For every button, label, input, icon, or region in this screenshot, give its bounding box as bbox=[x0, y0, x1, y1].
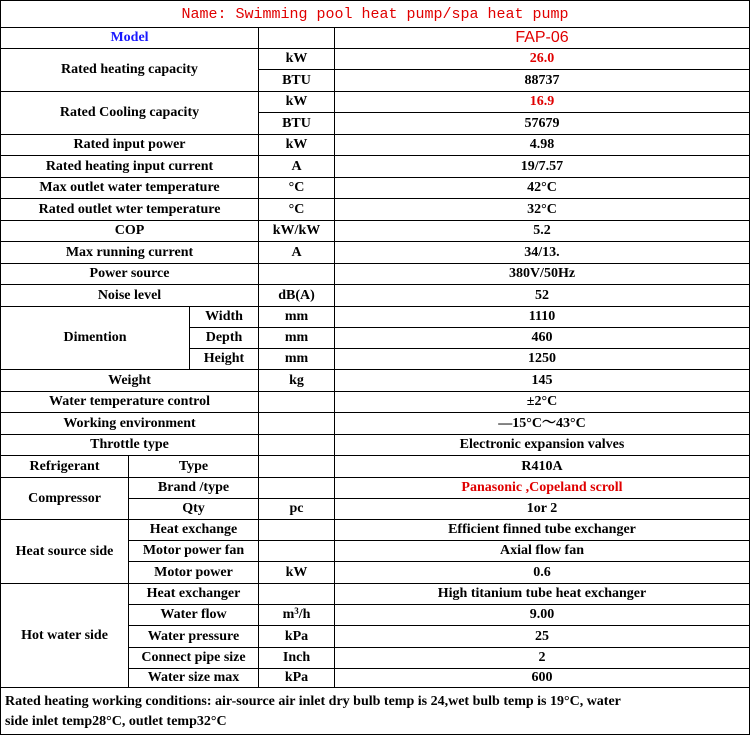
heat-exchange-label: Heat exchange bbox=[129, 520, 259, 541]
dimension-depth-label: Depth bbox=[190, 328, 259, 349]
water-size-max-label: Water size max bbox=[129, 669, 259, 688]
heat-exchanger-unit bbox=[259, 584, 335, 605]
power-source-unit bbox=[259, 264, 335, 285]
power-source-value: 380V/50Hz bbox=[335, 264, 749, 285]
motor-power-fan-label: Motor power fan bbox=[129, 541, 259, 562]
rated-outlet-water-temperature-unit: °C bbox=[259, 199, 335, 221]
weight-value: 145 bbox=[335, 370, 749, 392]
refrigerant-value: R410A bbox=[335, 456, 749, 478]
connect-pipe-size-label: Connect pipe size bbox=[129, 648, 259, 669]
water-temperature-control-unit bbox=[259, 392, 335, 413]
refrigerant-type-label: Type bbox=[129, 456, 259, 478]
rated-cooling-capacity-kw-value: 16.9 bbox=[335, 92, 749, 113]
max-running-current-value: 34/13. bbox=[335, 242, 749, 264]
heat-exchanger-label: Heat exchanger bbox=[129, 584, 259, 605]
hot-water-side-label: Hot water side bbox=[1, 584, 129, 688]
dimension-depth-value: 460 bbox=[335, 328, 749, 349]
dimension-height-unit: mm bbox=[259, 349, 335, 370]
water-flow-unit-exponent: 3 bbox=[294, 605, 299, 616]
working-environment-value: —15°C～43°C bbox=[335, 413, 749, 435]
noise-level-unit: dB(A) bbox=[259, 285, 335, 307]
model-unit-cell bbox=[259, 28, 335, 49]
model-value: FAP-06 bbox=[335, 28, 749, 49]
water-temperature-control-value: ±2°C bbox=[335, 392, 749, 413]
rated-conditions-note bbox=[1, 687, 749, 734]
working-environment-label: Working environment bbox=[1, 413, 259, 435]
compressor-brand-label: Brand /type bbox=[129, 478, 259, 499]
refrigerant-unit bbox=[259, 456, 335, 478]
water-pressure-value: 25 bbox=[335, 626, 749, 648]
dimension-label: Dimention bbox=[1, 307, 190, 370]
rated-cooling-capacity-btu-value: 57679 bbox=[335, 113, 749, 135]
note-line-2: side inlet temp28°C, outlet temp32°C bbox=[5, 714, 227, 729]
throttle-type-value: Electronic expansion valves bbox=[335, 435, 749, 456]
rated-heating-input-current-value: 19/7.57 bbox=[335, 156, 749, 178]
water-flow-unit-base: m bbox=[282, 607, 295, 622]
weight-unit: kg bbox=[259, 370, 335, 392]
water-flow-label: Water flow bbox=[129, 605, 259, 626]
dimension-width-value: 1110 bbox=[335, 307, 749, 328]
rated-heating-capacity-unit-btu: BTU bbox=[259, 70, 335, 92]
max-running-current-unit: A bbox=[259, 242, 335, 264]
compressor-qty-label: Qty bbox=[129, 499, 259, 520]
working-environment-unit bbox=[259, 413, 335, 435]
dimension-width-label: Width bbox=[190, 307, 259, 328]
rated-heating-capacity-btu-value: 88737 bbox=[335, 70, 749, 92]
dimension-height-value: 1250 bbox=[335, 349, 749, 370]
rated-heating-input-current-label: Rated heating input current bbox=[1, 156, 259, 178]
water-flow-unit bbox=[259, 605, 335, 626]
max-outlet-water-temperature-value: 42°C bbox=[335, 178, 749, 199]
throttle-type-label: Throttle type bbox=[1, 435, 259, 456]
water-flow-unit-tail: /h bbox=[298, 607, 311, 622]
heat-source-side-label: Heat source side bbox=[1, 520, 129, 584]
connect-pipe-size-unit: Inch bbox=[259, 648, 335, 669]
motor-power-label: Motor power bbox=[129, 562, 259, 584]
water-size-max-value: 600 bbox=[335, 669, 749, 688]
compressor-qty-value: 1or 2 bbox=[335, 499, 749, 520]
max-outlet-water-temperature-unit: °C bbox=[259, 178, 335, 199]
rated-cooling-capacity-unit-btu: BTU bbox=[259, 113, 335, 135]
compressor-label: Compressor bbox=[1, 478, 129, 520]
water-pressure-label: Water pressure bbox=[129, 626, 259, 648]
power-source-label: Power source bbox=[1, 264, 259, 285]
rated-input-power-value: 4.98 bbox=[335, 135, 749, 156]
connect-pipe-size-value: 2 bbox=[335, 648, 749, 669]
heat-exchange-value: Efficient finned tube exchanger bbox=[335, 520, 749, 541]
rated-heating-input-current-unit: A bbox=[259, 156, 335, 178]
rated-input-power-unit: kW bbox=[259, 135, 335, 156]
weight-label: Weight bbox=[1, 370, 259, 392]
noise-level-value: 52 bbox=[335, 285, 749, 307]
cop-value: 5.2 bbox=[335, 221, 749, 242]
cop-unit: kW/kW bbox=[259, 221, 335, 242]
rated-heating-capacity-label: Rated heating capacity bbox=[1, 49, 259, 92]
noise-level-label: Noise level bbox=[1, 285, 259, 307]
heat-exchanger-value: High titanium tube heat exchanger bbox=[335, 584, 749, 605]
sheet-title: Name: Swimming pool heat pump/spa heat pump bbox=[1, 1, 749, 28]
note-line-1: Rated heating working conditions: air-source air inlet dry bulb temp is 24,wet bulb temp is 19°C, water bbox=[5, 694, 621, 709]
water-size-max-unit: kPa bbox=[259, 669, 335, 688]
dimension-height-label: Height bbox=[190, 349, 259, 370]
motor-power-unit: kW bbox=[259, 562, 335, 584]
rated-input-power-label: Rated input power bbox=[1, 135, 259, 156]
rated-heating-capacity-unit-kw: kW bbox=[259, 49, 335, 70]
rated-heating-capacity-kw-value: 26.0 bbox=[335, 49, 749, 70]
max-running-current-label: Max running current bbox=[1, 242, 259, 264]
rated-outlet-water-temperature-value: 32°C bbox=[335, 199, 749, 221]
water-pressure-unit: kPa bbox=[259, 626, 335, 648]
motor-power-fan-unit bbox=[259, 541, 335, 562]
motor-power-fan-value: Axial flow fan bbox=[335, 541, 749, 562]
heat-exchange-unit bbox=[259, 520, 335, 541]
max-outlet-water-temperature-label: Max outlet water temperature bbox=[1, 178, 259, 199]
compressor-qty-unit: pc bbox=[259, 499, 335, 520]
water-temperature-control-label: Water temperature control bbox=[1, 392, 259, 413]
rated-cooling-capacity-unit-kw: kW bbox=[259, 92, 335, 113]
model-label: Model bbox=[1, 28, 259, 49]
rated-cooling-capacity-label: Rated Cooling capacity bbox=[1, 92, 259, 135]
water-flow-value: 9.00 bbox=[335, 605, 749, 626]
refrigerant-label: Refrigerant bbox=[1, 456, 129, 478]
throttle-type-unit bbox=[259, 435, 335, 456]
rated-outlet-water-temperature-label: Rated outlet wter temperature bbox=[1, 199, 259, 221]
motor-power-value: 0.6 bbox=[335, 562, 749, 584]
compressor-brand-value: Panasonic ,Copeland scroll bbox=[335, 478, 749, 499]
cop-label: COP bbox=[1, 221, 259, 242]
dimension-depth-unit: mm bbox=[259, 328, 335, 349]
compressor-brand-unit bbox=[259, 478, 335, 499]
dimension-width-unit: mm bbox=[259, 307, 335, 328]
